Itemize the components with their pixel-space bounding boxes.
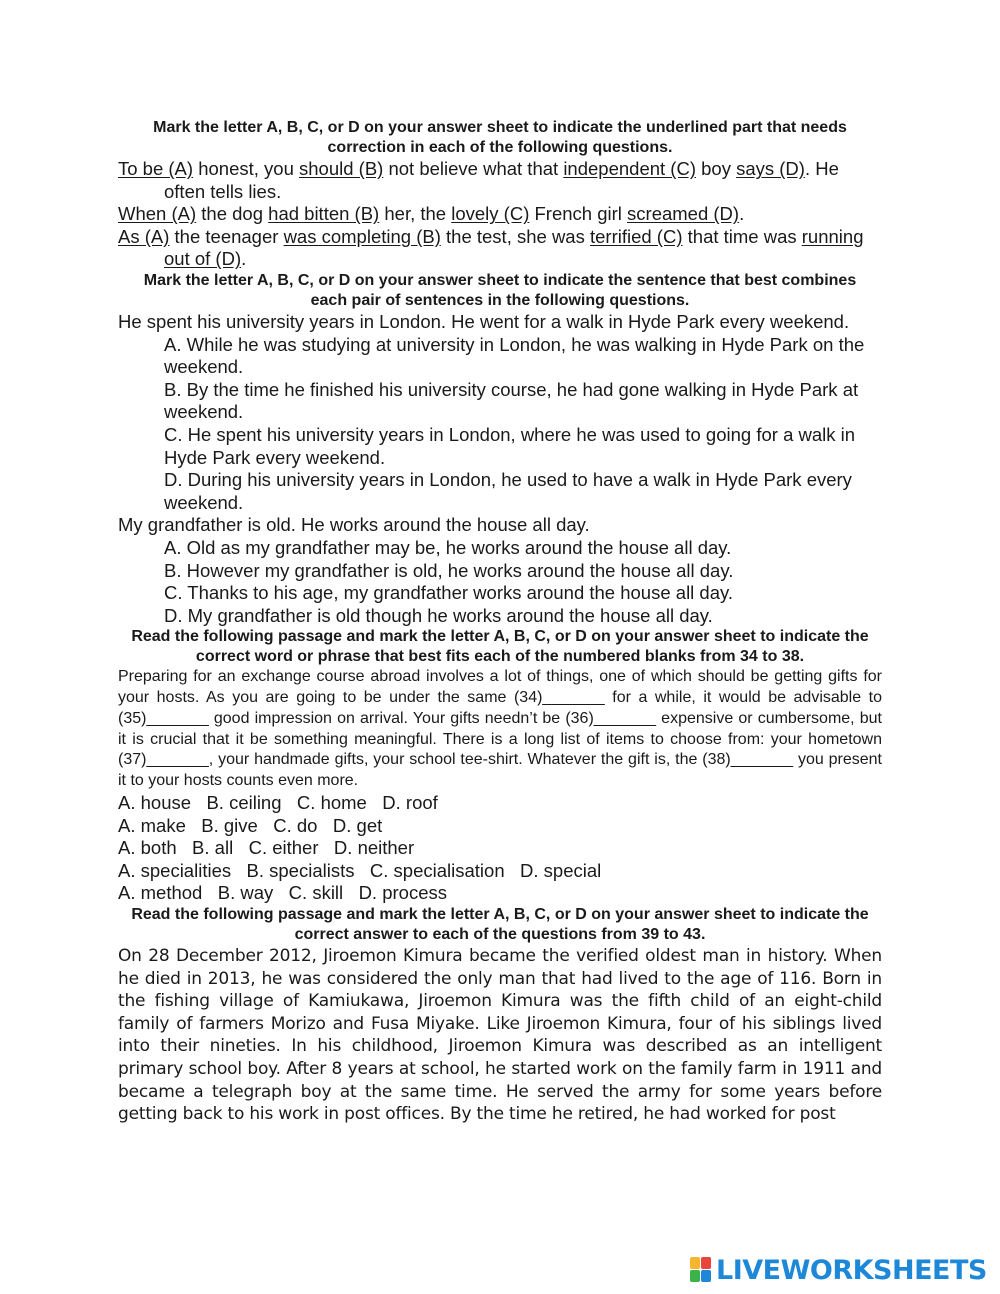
text: her, the — [379, 203, 452, 225]
option-b: was completing (B) — [283, 225, 441, 247]
reading-passage: On 28 December 2012, Jiroemon Kimura became the verified oldest man in history. When he died in 2013, he was considered the only man that had lived to the age of 116. Born in the fishing village of Kamiukawa, Jiroemon Kimura was the fifth child of an eight-child family of farmers Morizo and Fusa Miyake. Like Jiroemon Kimura, four of his siblings lived into their nineties. In his childhood, Jiroemon Kimura was described as an intelligent primary school boy. After 8 years at school, he started work on the family farm in 1911 and became a telegraph boy at the same time. He served the army for some years before getting back to his work in post offices. By the time he retired, he had worked for post — [118, 946, 882, 1125]
option-b: B. By the time he finished his university course, he had gone walking in Hyde Park at weekend. — [164, 378, 859, 423]
option-d: D. My grandfather is old though he works around the house all day. — [164, 604, 713, 626]
cloze-passage: Preparing for an exchange course abroad involves a lot of things, one of which should be getting gifts for your hosts. As you are going to be under the same (34)_______ for a while, it would be advisable to (35)_______ good impression on arrival. Your gifts needn’t be (36)_______ expensive or cumbersome, but it is crucial that it be something meaningful. There is a long list of items to choose from: your hometown (37)_______, your handmade gifts, your school tee-shirt. Whatever the gift is, the (38)_______ you present it to your hosts counts even more. — [118, 668, 882, 790]
question-stem: He spent his university years in London. He went for a walk in Hyde Park every weekend. — [118, 310, 850, 332]
option-d: says (D) — [736, 158, 805, 179]
text: French girl — [529, 203, 628, 225]
text: . — [739, 203, 745, 225]
liveworksheets-logo — [690, 1253, 987, 1287]
option-c: lovely (C) — [451, 203, 530, 225]
text: . — [241, 248, 247, 270]
instruction-sentence-combination: Mark the letter A, B, C, or D on your answer sheet to indicate the sentence that best combines each pair of sentences in the following questions. — [143, 271, 857, 309]
choice-row-38: A. method B. way C. skill D. process — [118, 882, 447, 904]
option-d: screamed (D) — [627, 203, 740, 225]
option-a: When (A) — [118, 203, 197, 225]
worksheet-page — [118, 118, 882, 1126]
question-stem: My grandfather is old. He works around the house all day. — [118, 514, 590, 536]
option-d: running out of (D) — [164, 225, 864, 270]
text: not believe what that — [383, 158, 564, 179]
text: the test, she was — [440, 225, 590, 247]
option-a: As (A) — [118, 225, 170, 247]
option-a: A. Old as my grandfather may be, he works around the house all day. — [164, 536, 732, 558]
instruction-error-identification: Mark the letter A, B, C, or D on your answer sheet to indicate the underlined part that needs correction in each of the following questions. — [153, 119, 847, 156]
question-error-3 — [118, 226, 882, 271]
instruction-reading: Read the following passage and mark the letter A, B, C, or D on your answer sheet to indicate the correct answer to each of the questions from 39 to 43. — [131, 906, 869, 944]
text: . He often tells lies. — [164, 158, 839, 202]
option-d: D. During his university years in London, he used to have a walk in Hyde Park every weekend. — [164, 469, 852, 513]
option-c: terrified (C) — [589, 225, 683, 247]
text: the dog — [196, 203, 269, 225]
logo-text: LIVEWORKSHEETS — [716, 1254, 987, 1286]
text: the teenager — [169, 225, 284, 247]
option-c: C. He spent his university years in London, where he was used to going for a walk in Hyde Park every weekend. — [164, 423, 856, 468]
option-c: independent (C) — [563, 158, 696, 179]
choice-row-37: A. specialities B. specialists C. specialisation D. special — [118, 859, 602, 881]
option-a: A. While he was studying at university in London, he was walking in Hyde Park on the weekend. — [164, 333, 865, 378]
question-error-1 — [118, 158, 882, 203]
option-b: B. However my grandfather is old, he works around the house all day. — [164, 559, 734, 581]
option-b: should (B) — [299, 158, 384, 179]
choice-row-36: A. both B. all C. either D. neither — [118, 837, 415, 859]
option-b: had bitten (B) — [268, 203, 380, 225]
text: that time was — [682, 225, 802, 247]
instruction-cloze: Read the following passage and mark the letter A, B, C, or D on your answer sheet to indicate the correct word or phrase that best fits each of the numbered blanks from 34 to 38. — [131, 628, 869, 666]
option-a: To be (A) — [118, 158, 194, 179]
text: honest, you — [193, 158, 299, 179]
choice-row-34: A. house B. ceiling C. home D. roof — [118, 792, 438, 814]
text: boy — [695, 158, 737, 179]
question-error-2 — [118, 203, 882, 226]
logo-icon — [690, 1257, 712, 1283]
option-c: C. Thanks to his age, my grandfather works around the house all day. — [164, 582, 734, 604]
choice-row-35: A. make B. give C. do D. get — [118, 814, 383, 836]
